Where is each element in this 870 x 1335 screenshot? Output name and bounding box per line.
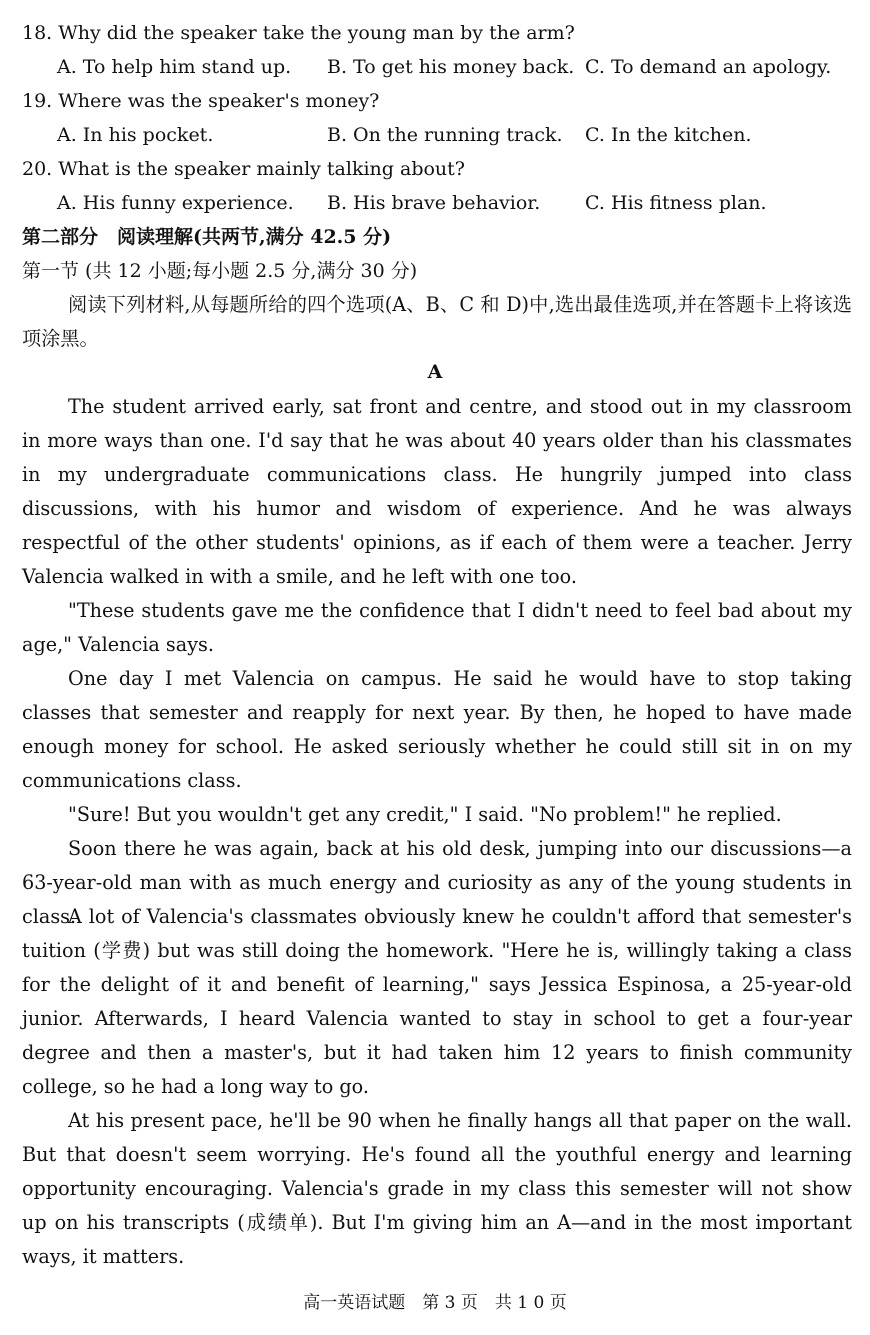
part-two-title: 第二部分 阅读理解(共两节,满分 42.5 分) <box>22 226 392 248</box>
passage-paragraph-7: At his present pace, he'll be 90 when he finally hangs all that paper on the wall. But that doesn't seem worrying. He's found all the youthful energy and learning opportunity encouraging. Valencia's grade in my class this semester will not show up on his transcripts (成绩单). But I'm giving him an A—and in the most important ways, it matters. <box>22 1109 852 1268</box>
question-20-options <box>57 186 852 220</box>
question-18-stem: 18. Why did the speaker take the young man by the arm? <box>22 22 575 44</box>
question-20-option-c: C. His fitness plan. <box>585 192 767 214</box>
question-18-option-b: B. To get his money back. <box>327 56 575 78</box>
question-20-stem: 20. What is the speaker mainly talking about? <box>22 158 465 180</box>
section-one-title: 第一节 (共 12 小题;每小题 2.5 分,满分 30 分) <box>22 260 418 282</box>
passage-paragraph-3: One day I met Valencia on campus. He said he would have to stop taking classes that semester and reapply for next year. By then, he hoped to have made enough money for school. He asked seriously whether he could still sit in on my communications class. <box>22 667 852 792</box>
passage-paragraph-6: A lot of Valencia's classmates obviously knew he couldn't afford that semester's tuition (学费) but was still doing the homework. "Here he is, willingly taking a class for the delight of it and benefit of learning," says Jessica Espinosa, a 25-year-old junior. Afterwards, I heard Valencia wanted to stay in school to get a four-year degree and then a master's, but it had taken him 12 years to finish community college, so he had a long way to go. <box>22 905 852 1098</box>
reading-instruction: 阅读下列材料,从每题所给的四个选项(A、B、C 和 D)中,选出最佳选项,并在答题卡上将该选项涂黑。 <box>22 293 852 350</box>
question-20-option-a: A. His funny experience. <box>57 192 294 214</box>
question-19-option-c: C. In the kitchen. <box>585 124 752 146</box>
question-19-options <box>57 118 852 152</box>
passage-paragraph-1: The student arrived early, sat front and centre, and stood out in my classroom in more ways than one. I'd say that he was about 40 years older than his classmates in my undergraduate communications class. He hungrily jumped into class discussions, with his humor and wisdom of experience. And he was always respectful of the other students' opinions, as if each of them were a teacher. Jerry Valencia walked in with a smile, and he left with one too. <box>22 395 852 588</box>
question-19-option-a: A. In his pocket. <box>57 124 214 146</box>
question-19-option-b: B. On the running track. <box>327 124 563 146</box>
question-18-option-c: C. To demand an apology. <box>585 56 832 78</box>
question-19-stem: 19. Where was the speaker's money? <box>22 90 380 112</box>
page-footer: 高一英语试题 第 3 页 共 1 0 页 <box>303 1293 567 1313</box>
passage-paragraph-4: "Sure! But you wouldn't get any credit," I said. "No problem!" he replied. <box>68 803 782 826</box>
passage-paragraph-5: Soon there he was again, back at his old desk, jumping into our discussions—a 63-year-old man with as much energy and curiosity as any of the young students in class. <box>22 837 852 928</box>
question-18-options <box>57 50 852 84</box>
passage-label: A <box>427 361 443 383</box>
question-20-option-b: B. His brave behavior. <box>327 192 541 214</box>
question-18-option-a: A. To help him stand up. <box>57 56 292 78</box>
passage-paragraph-2: "These students gave me the confidence that I didn't need to feel bad about my age," Valencia says. <box>22 599 852 656</box>
